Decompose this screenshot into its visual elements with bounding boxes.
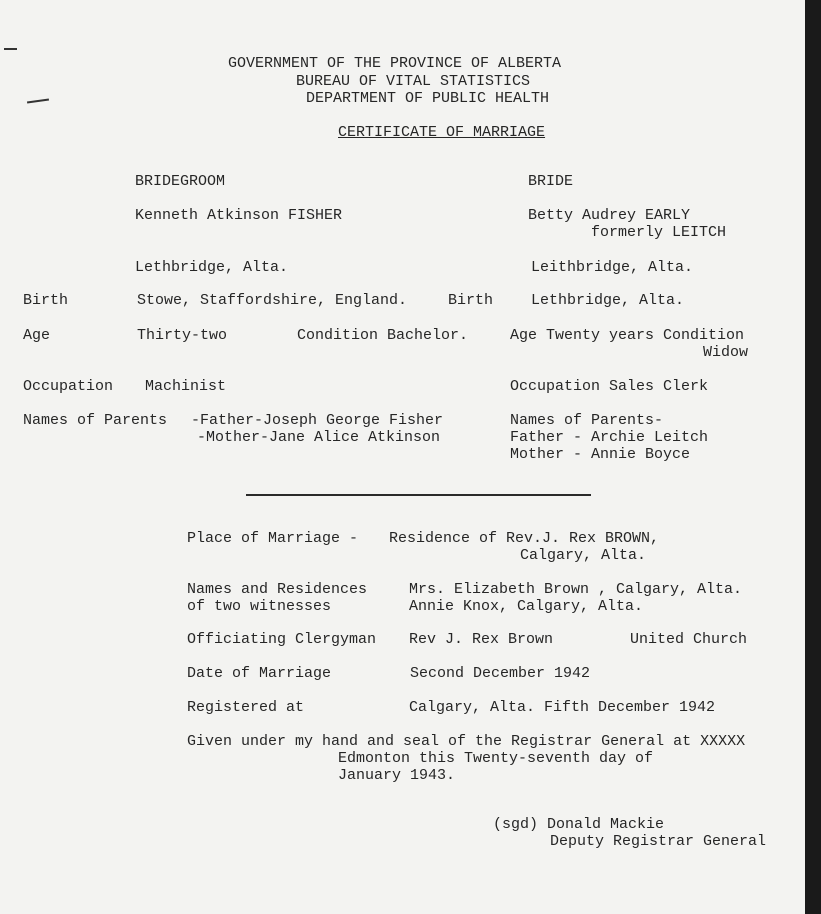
date-of-marriage: Second December 1942: [410, 665, 591, 682]
bride-residence: Leithbridge, Alta.: [531, 259, 694, 276]
header-bureau: BUREAU OF VITAL STATISTICS: [296, 73, 531, 90]
date-of-marriage-label: Date of Marriage: [187, 665, 332, 682]
place-of-marriage-line2: Calgary, Alta.: [520, 547, 647, 564]
groom-age-label: Age: [23, 327, 51, 344]
clergyman-label: Officiating Clergyman: [187, 631, 377, 648]
witnesses-label-line2: of two witnesses: [187, 598, 332, 615]
header-department: DEPARTMENT OF PUBLIC HEALTH: [306, 90, 550, 107]
header-government: GOVERNMENT OF THE PROVINCE OF ALBERTA: [228, 55, 562, 72]
bride-name: Betty Audrey EARLY: [528, 207, 691, 224]
divider-rule: [246, 494, 591, 496]
bride-former-name: formerly LEITCH: [591, 224, 727, 241]
groom-mother: -Mother-Jane Alice Atkinson: [197, 429, 441, 446]
witnesses-label-line1: Names and Residences: [187, 581, 368, 598]
given-under-line1: Given under my hand and seal of the Registrar General at XXXXX: [187, 733, 746, 750]
groom-birth-label: Birth: [23, 292, 69, 309]
groom-age: Thirty-two: [137, 327, 228, 344]
groom-condition: Condition Bachelor.: [297, 327, 469, 344]
registered-at-label: Registered at: [187, 699, 305, 716]
bride-birth-label: Birth: [448, 292, 494, 309]
witness-2: Annie Knox, Calgary, Alta.: [409, 598, 644, 615]
bride-age-line: Age Twenty years Condition: [510, 327, 745, 344]
place-of-marriage-line1: Residence of Rev.J. Rex BROWN,: [389, 530, 660, 547]
margin-mark: [27, 98, 49, 103]
place-of-marriage-label: Place of Marriage -: [187, 530, 359, 547]
groom-occupation-label: Occupation: [23, 378, 114, 395]
bride-parents-label: Names of Parents-: [510, 412, 664, 429]
groom-father: -Father-Joseph George Fisher: [191, 412, 444, 429]
groom-parents-label: Names of Parents: [23, 412, 168, 429]
signature-title: Deputy Registrar General: [550, 833, 767, 850]
given-under-line2: Edmonton this Twenty-seventh day of: [338, 750, 654, 767]
bride-condition: Widow: [703, 344, 749, 361]
bride-mother: Mother - Annie Boyce: [510, 446, 691, 463]
clergyman-name: Rev J. Rex Brown: [409, 631, 554, 648]
bride-father: Father - Archie Leitch: [510, 429, 709, 446]
witness-1: Mrs. Elizabeth Brown , Calgary, Alta.: [409, 581, 743, 598]
registered-at: Calgary, Alta. Fifth December 1942: [409, 699, 716, 716]
given-under-line3: January 1943.: [338, 767, 456, 784]
groom-occupation: Machinist: [145, 378, 227, 395]
church-name: United Church: [630, 631, 748, 648]
signature-name: (sgd) Donald Mackie: [493, 816, 665, 833]
bride-heading: BRIDE: [528, 173, 574, 190]
certificate-title: CERTIFICATE OF MARRIAGE: [338, 124, 546, 141]
groom-name: Kenneth Atkinson FISHER: [135, 207, 343, 224]
margin-mark: [4, 48, 17, 50]
groom-birth: Stowe, Staffordshire, England.: [137, 292, 408, 309]
groom-residence: Lethbridge, Alta.: [135, 259, 289, 276]
bridegroom-heading: BRIDEGROOM: [135, 173, 226, 190]
bride-birth: Lethbridge, Alta.: [531, 292, 685, 309]
bride-occupation: Occupation Sales Clerk: [510, 378, 709, 395]
